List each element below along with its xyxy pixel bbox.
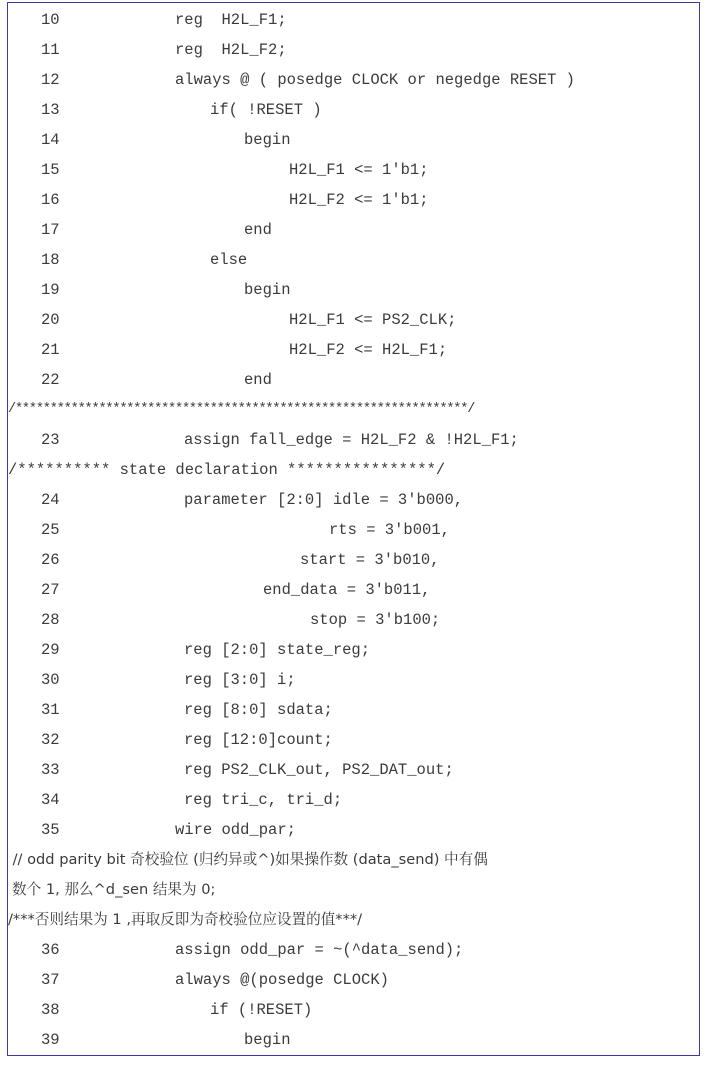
code-text: H2L_F2 <= 1'b1; — [289, 191, 429, 209]
code-text: reg H2L_F1; — [175, 11, 287, 29]
line-number: 35 — [41, 821, 60, 839]
code-text: /********** state declaration ****************/ — [8, 461, 446, 479]
line-number: 13 — [41, 101, 60, 119]
line-number: 25 — [41, 521, 60, 539]
code-text: assign fall_edge = H2L_F2 & !H2L_F1; — [184, 431, 519, 449]
code-text: reg [12:0]count; — [184, 731, 333, 749]
line-number: 12 — [41, 71, 60, 89]
line-number: 39 — [41, 1031, 60, 1049]
code-text: begin — [244, 131, 291, 149]
code-text: // odd parity bit 奇校验位 (归约异或^)如果操作数 (data_send) 中有偶 — [8, 851, 488, 868]
code-text: end — [244, 221, 272, 239]
code-text: parameter [2:0] idle = 3'b000, — [184, 491, 464, 509]
line-number: 23 — [41, 431, 60, 449]
code-text: assign odd_par = ~(^data_send); — [175, 941, 464, 959]
line-number: 22 — [41, 371, 60, 389]
line-number: 19 — [41, 281, 60, 299]
code-text: reg PS2_CLK_out, PS2_DAT_out; — [184, 761, 454, 779]
line-number: 14 — [41, 131, 60, 149]
code-text: end_data = 3'b011, — [263, 581, 431, 599]
line-number: 18 — [41, 251, 60, 269]
line-number: 10 — [41, 11, 60, 29]
line-number: 37 — [41, 971, 60, 989]
line-number: 16 — [41, 191, 60, 209]
line-number: 17 — [41, 221, 60, 239]
code-text: end — [244, 371, 272, 389]
line-number: 29 — [41, 641, 60, 659]
code-text: reg [3:0] i; — [184, 671, 296, 689]
line-number: 15 — [41, 161, 60, 179]
code-text: reg H2L_F2; — [175, 41, 287, 59]
code-text: stop = 3'b100; — [310, 611, 441, 629]
code-text: H2L_F1 <= PS2_CLK; — [289, 311, 457, 329]
line-number: 24 — [41, 491, 60, 509]
code-text: /*****************************************************************/ — [8, 402, 475, 417]
code-text: if( !RESET ) — [210, 101, 322, 119]
code-text: reg tri_c, tri_d; — [184, 791, 343, 809]
line-number: 34 — [41, 791, 60, 809]
code-text: H2L_F1 <= 1'b1; — [289, 161, 429, 179]
code-listing — [7, 2, 700, 1056]
code-text: begin — [244, 1031, 291, 1049]
code-text: always @(posedge CLOCK) — [175, 971, 389, 989]
code-text: reg [8:0] sdata; — [184, 701, 333, 719]
code-text: reg [2:0] state_reg; — [184, 641, 371, 659]
code-text: start = 3'b010, — [300, 551, 440, 569]
code-text: 数个 1, 那么^d_sen 结果为 0; — [12, 881, 216, 898]
code-text: always @ ( posedge CLOCK or negedge RESET ) — [175, 71, 575, 89]
line-number: 36 — [41, 941, 60, 959]
line-number: 28 — [41, 611, 60, 629]
line-number: 20 — [41, 311, 60, 329]
line-number: 26 — [41, 551, 60, 569]
line-number: 38 — [41, 1001, 60, 1019]
code-text: H2L_F2 <= H2L_F1; — [289, 341, 448, 359]
code-text: rts = 3'b001, — [329, 521, 450, 539]
code-text: else — [210, 251, 248, 269]
line-number: 11 — [41, 41, 60, 59]
line-number: 27 — [41, 581, 60, 599]
code-text: wire odd_par; — [175, 821, 296, 839]
line-number: 31 — [41, 701, 60, 719]
code-text: /***否则结果为 1 ,再取反即为奇校验位应设置的值***/ — [8, 911, 363, 928]
line-number: 30 — [41, 671, 60, 689]
line-number: 33 — [41, 761, 60, 779]
line-number: 21 — [41, 341, 60, 359]
line-number: 32 — [41, 731, 60, 749]
code-text: begin — [244, 281, 291, 299]
code-text: if (!RESET) — [210, 1001, 313, 1019]
